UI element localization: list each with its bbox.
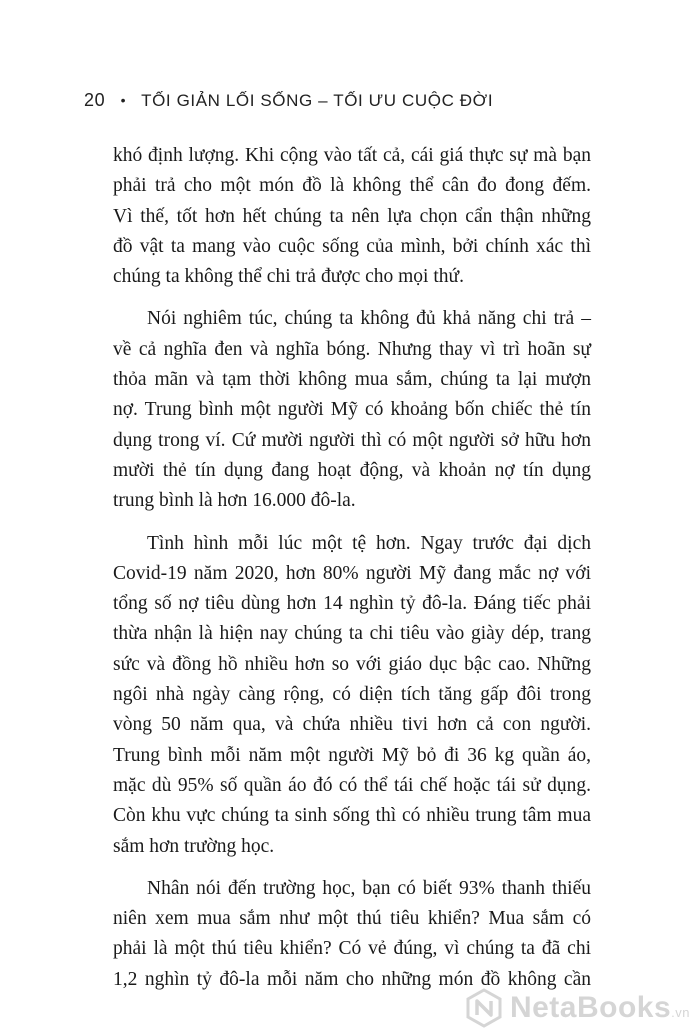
text-line: Trung bình mỗi năm một người Mỹ bỏ đi 36 kg quần áo, [113,744,591,766]
running-header [84,90,493,111]
text-line: trung bình là hơn 16.000 đô-la. [113,490,356,512]
text-line: Tình hình mỗi lúc một tệ hơn. Ngay trước đại dịch [147,532,591,554]
text-line: sức và đồng hồ nhiều hơn so với giáo dục bậc cao. Những [113,653,591,675]
watermark-suffix: .vn [671,1005,690,1020]
text-line: khó định lượng. Khi cộng vào tất cả, cái giá thực sự mà bạn [113,145,591,166]
text-line: mười thẻ tín dụng đang hoạt động, và khoản nợ tín dụng [113,459,591,481]
text-line: Vì thế, tốt hơn hết chúng ta nên lựa chọn cẩn thận những [113,205,591,227]
text-line: phải là một thú tiêu khiển? Có vẻ đúng, vì chúng ta đã chi [113,938,591,960]
text-line: mặc dù 95% số quần áo đó có thể tái chế hoặc tái sử dụng. [113,774,591,796]
text-line: nợ. Trung bình một người Mỹ có khoảng bốn chiếc thẻ tín [113,399,591,421]
text-line: dụng trong ví. Cứ mười người thì có một người sở hữu hơn [113,429,591,451]
text-line: đồ vật ta mang vào cuộc sống của mình, bởi chính xác thì [113,235,591,257]
netabooks-watermark [464,988,690,1028]
text-line: vòng 50 năm qua, và chứa nhiều tivi hơn cả con người. [113,714,591,736]
netabooks-logo-icon [464,988,504,1028]
text-line: Còn khu vực chúng ta sinh sống thì có nhiều trung tâm mua [113,805,591,827]
text-line: Nhân nói đến trường học, bạn có biết 93% thanh thiếu [147,877,591,899]
body-text [113,141,591,1007]
text-line: niên xem mua sắm như một thú tiêu khiển? Mua sắm có [113,908,591,930]
text-line: chúng ta không thể chi trả được cho mọi thứ. [113,266,464,288]
paragraph [113,141,591,292]
text-line: về cả nghĩa đen và nghĩa bóng. Nhưng thay vì trì hoãn sự [113,338,591,360]
text-line: Nói nghiêm túc, chúng ta không đủ khả năng chi trả – [147,308,591,330]
paragraph [113,874,591,995]
text-line: ngôi nhà ngày càng rộng, có diện tích tăng gấp đôi trong [113,684,591,706]
watermark-text: NetaBooks.vn [509,991,690,1024]
paragraph [113,304,591,516]
book-title-header: TỐI GIẢN LỐI SỐNG – TỐI ƯU CUỘC ĐỜI [141,91,494,110]
text-line: sắm hơn trường học. [113,835,275,857]
text-line: thừa nhận là hiện nay chúng ta chi tiêu vào giày dép, trang [113,623,591,645]
text-line: 1,2 nghìn tỷ đô-la mỗi năm cho những món đồ không cần [113,968,591,990]
text-line: tổng số nợ tiêu dùng hơn 14 nghìn tỷ đô-la. Đáng tiếc phải [113,593,591,615]
text-line: Covid-19 năm 2020, hơn 80% người Mỹ đang mắc nợ với [113,562,591,584]
text-line: phải trả cho một món đồ là không thể cân đo đong đếm. [113,175,591,197]
header-bullet: • [120,92,127,108]
page-number: 20 [84,90,106,110]
text-line: thỏa mãn và tạm thời không mua sắm, chúng ta lại mượn [113,369,591,391]
paragraph [113,529,591,862]
